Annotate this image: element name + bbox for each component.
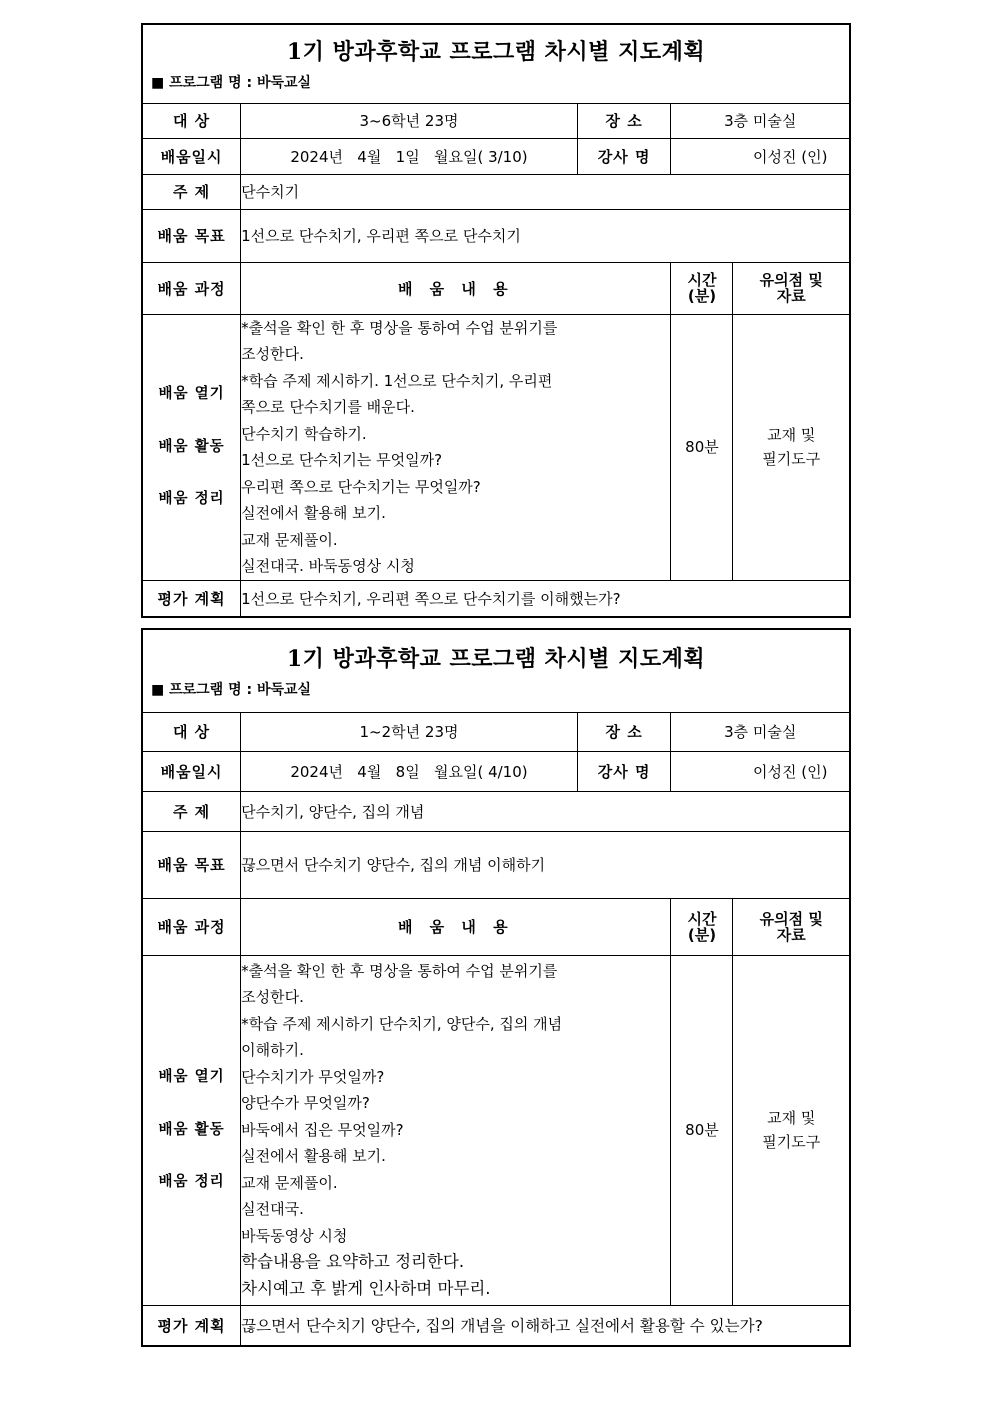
notes-header: 유의점 및 자료 bbox=[733, 898, 849, 955]
title-cell bbox=[143, 25, 849, 103]
target-value: 3~6학년 23명 bbox=[241, 103, 578, 138]
eval-value: 1선으로 단수치기, 우리편 쪽으로 단수치기를 이해했는가? bbox=[241, 580, 849, 616]
program-name: ■ 프로그램 명 : 바둑교실 bbox=[151, 75, 312, 92]
stage-open: 배움 열기 bbox=[158, 386, 225, 403]
goal-value: 1선으로 단수치기, 우리편 쪽으로 단수치기 bbox=[241, 209, 849, 262]
date-value: 2024년 4월 1일 월요일( 3/10) bbox=[241, 138, 578, 174]
time-header: 시간 (분) bbox=[671, 262, 733, 314]
stage-open: 배움 열기 bbox=[158, 1069, 225, 1086]
lesson-content bbox=[241, 955, 671, 1305]
process-header: 배움 과정 bbox=[143, 898, 241, 955]
teacher-label: 강사 명 bbox=[577, 138, 671, 174]
content-line: 쪽으로 단수치기를 배운다. bbox=[241, 398, 415, 416]
teacher-label: 강사 명 bbox=[577, 751, 671, 791]
title-cell bbox=[143, 630, 849, 712]
teacher-value: 이성진 (인) bbox=[671, 751, 849, 791]
content-header: 배 움 내 용 bbox=[241, 262, 671, 314]
place-label: 장 소 bbox=[577, 103, 671, 138]
date-label: 배움일시 bbox=[143, 751, 241, 791]
notes-header: 유의점 및 자료 bbox=[733, 262, 849, 314]
content-line: 학습내용을 요약하고 정리한다. bbox=[241, 1252, 465, 1272]
content-line: 실전에서 활용해 보기. bbox=[241, 1147, 386, 1166]
eval-label: 평가 계획 bbox=[143, 1305, 241, 1345]
content-line: 실전에서 활용해 보기. bbox=[241, 504, 386, 522]
target-label: 대 상 bbox=[143, 103, 241, 138]
stage-activity: 배움 활동 bbox=[158, 438, 225, 455]
topic-label: 주 제 bbox=[143, 791, 241, 831]
content-line: 양단수가 무엇일까? bbox=[241, 1094, 370, 1113]
stage-close: 배움 정리 bbox=[158, 491, 225, 508]
content-line: 실전대국. bbox=[241, 1200, 304, 1219]
topic-value: 단수치기 bbox=[241, 174, 849, 209]
lesson-plan-2 bbox=[141, 628, 851, 1347]
content-line: 이해하기. bbox=[241, 1041, 304, 1060]
content-line: 단수치기 학습하기. bbox=[241, 424, 367, 443]
topic-label: 주 제 bbox=[143, 174, 241, 209]
lesson-content bbox=[241, 314, 671, 580]
goal-value: 끊으면서 단수치기 양단수, 집의 개념 이해하기 bbox=[241, 831, 849, 898]
content-line: 조성한다. bbox=[241, 988, 304, 1007]
time-header: 시간 (분) bbox=[671, 898, 733, 955]
content-line: 단수치기가 무엇일까? bbox=[241, 1067, 385, 1086]
place-value: 3층 미술실 bbox=[671, 103, 849, 138]
content-line: 차시예고 후 밝게 인사하며 마무리. bbox=[241, 1278, 491, 1298]
content-header: 배 움 내 용 bbox=[241, 898, 671, 955]
plan-title: 1기 방과후학교 프로그램 차시별 지도계획 bbox=[286, 39, 706, 66]
stage-labels bbox=[143, 314, 241, 580]
content-line: *학습 주제 제시하기. 1선으로 단수치기, 우리편 bbox=[241, 371, 553, 390]
target-label: 대 상 bbox=[143, 712, 241, 751]
materials-value: 교재 및 필기도구 bbox=[733, 314, 849, 580]
target-value: 1~2학년 23명 bbox=[241, 712, 578, 751]
stage-close: 배움 정리 bbox=[158, 1174, 225, 1191]
date-value: 2024년 4월 8일 월요일( 4/10) bbox=[241, 751, 578, 791]
content-line: 1선으로 단수치기는 무엇일까? bbox=[241, 451, 443, 469]
eval-value: 끊으면서 단수치기 양단수, 집의 개념을 이해하고 실전에서 활용할 수 있는가? bbox=[241, 1305, 849, 1345]
date-label: 배움일시 bbox=[143, 138, 241, 174]
content-line: 조성한다. bbox=[241, 345, 304, 363]
content-line: *출석을 확인 한 후 명상을 통하여 수업 분위기를 bbox=[241, 318, 558, 337]
stage-activity: 배움 활동 bbox=[158, 1121, 225, 1138]
content-line: 우리편 쪽으로 단수치기는 무엇일까? bbox=[241, 477, 481, 496]
content-line: *학습 주제 제시하기 단수치기, 양단수, 집의 개념 bbox=[241, 1014, 563, 1033]
lesson-plan-1 bbox=[141, 23, 851, 618]
content-line: 교재 문제풀이. bbox=[241, 1173, 338, 1192]
program-name: ■ 프로그램 명 : 바둑교실 bbox=[151, 682, 312, 699]
time-value: 80분 bbox=[671, 955, 733, 1305]
eval-label: 평가 계획 bbox=[143, 580, 241, 616]
materials-value: 교재 및 필기도구 bbox=[733, 955, 849, 1305]
plan-title: 1기 방과후학교 프로그램 차시별 지도계획 bbox=[286, 646, 706, 673]
content-line: 바둑에서 집은 무엇일까? bbox=[241, 1120, 404, 1139]
goal-label: 배움 목표 bbox=[143, 209, 241, 262]
content-line: *출석을 확인 한 후 명상을 통하여 수업 분위기를 bbox=[241, 961, 558, 980]
place-label: 장 소 bbox=[577, 712, 671, 751]
place-value: 3층 미술실 bbox=[671, 712, 849, 751]
goal-label: 배움 목표 bbox=[143, 831, 241, 898]
process-header: 배움 과정 bbox=[143, 262, 241, 314]
teacher-value: 이성진 (인) bbox=[671, 138, 849, 174]
content-line: 교재 문제풀이. bbox=[241, 530, 338, 549]
content-line: 바둑동영상 시청 bbox=[241, 1226, 348, 1245]
stage-labels bbox=[143, 955, 241, 1305]
time-value: 80분 bbox=[671, 314, 733, 580]
topic-value: 단수치기, 양단수, 집의 개념 bbox=[241, 791, 849, 831]
content-line: 실전대국. 바둑동영상 시청 bbox=[241, 557, 415, 575]
